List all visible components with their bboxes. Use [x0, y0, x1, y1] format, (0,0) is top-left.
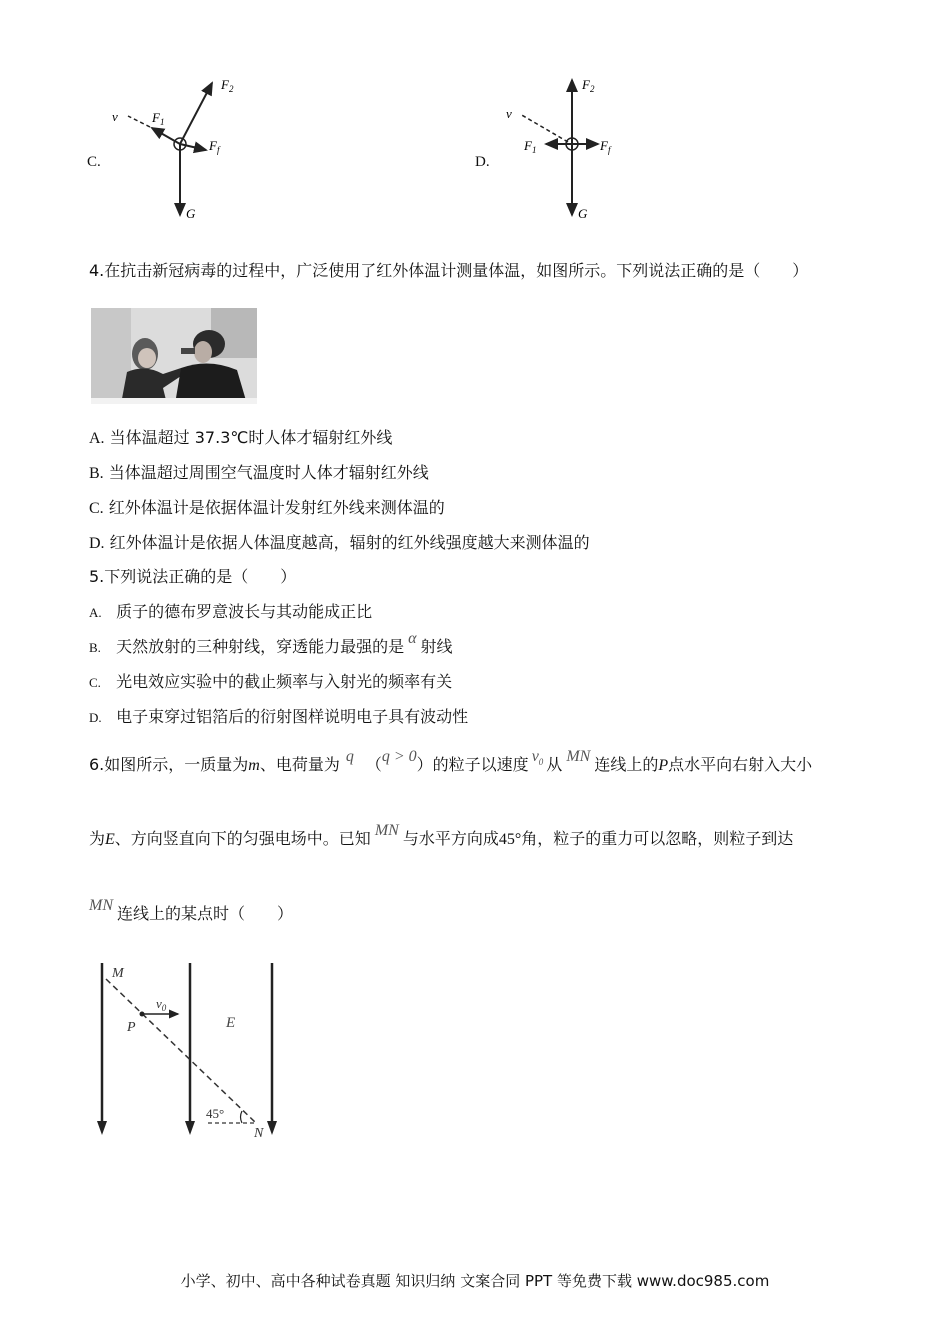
- q5-option-d: D. 电子束穿过铝箔后的衍射图样说明电子具有波动性: [89, 707, 469, 726]
- thermometer-photo: [91, 308, 257, 404]
- q6-line-2: 为E、方向竖直向下的匀强电场中。已知 MN 与水平方向成45°角，粒子的重力可以忽略，则粒子到达: [89, 822, 794, 848]
- label-m: M: [112, 966, 124, 981]
- label-f1-c: $F_1$: [152, 110, 165, 127]
- figure-q6-field: [90, 955, 290, 1145]
- q4-option-c: C. 红外体温计是依据体温计发射红外线来测体温的: [89, 498, 445, 517]
- q5-option-c: C. 光电效应实验中的截止频率与入射光的频率有关: [89, 672, 453, 691]
- label-ff-d: $F_f$: [600, 138, 611, 155]
- figure-c-label: C.: [87, 154, 101, 170]
- arrow-f1-c: [152, 128, 180, 144]
- q5-stem: 5.下列说法正确的是（ ）: [89, 567, 297, 586]
- angle-arc: [241, 1111, 243, 1123]
- arrow-v-c: [128, 116, 150, 127]
- mn-dashed-line: [106, 979, 256, 1123]
- force-diagram-d: [472, 70, 672, 230]
- label-v-d: v: [506, 106, 512, 121]
- label-n: N: [254, 1126, 264, 1141]
- arrow-f2-c: [180, 83, 212, 144]
- q5-option-b: B. 天然放射的三种射线，穿透能力最强的是 α 射线: [89, 630, 453, 656]
- q6-line-1: 6.如图所示，一质量为m、电荷量为 q （q > 0）的粒子以速度 $v_0$ 从 MN 连线上的P点水平向右射入大小: [89, 748, 813, 774]
- figure-option-d: [472, 70, 672, 230]
- q4-stem: 4.在抗击新冠病毒的过程中，广泛使用了红外体温计测量体温，如图所示。下列说法正确的是（ ）: [89, 261, 809, 280]
- figure-d-label: D.: [475, 154, 490, 170]
- label-g-d: G: [578, 206, 588, 221]
- figure-option-c: [84, 70, 284, 230]
- q4-option-b: B. 当体温超过周围空气温度时人体才辐射红外线: [89, 463, 429, 482]
- force-diagram-c: [84, 70, 284, 230]
- label-f1-d: $F_1$: [524, 138, 537, 155]
- label-g-c: G: [186, 206, 196, 221]
- electric-field-diagram: [90, 955, 290, 1145]
- label-f2-d: $F_2$: [582, 77, 595, 94]
- q4-option-a: A. 当体温超过 37.3℃时人体才辐射红外线: [89, 428, 393, 447]
- photo-illustration: [91, 308, 257, 404]
- alpha-symbol: α: [408, 630, 417, 647]
- label-angle: 45°: [206, 1106, 225, 1121]
- q6-line-3: MN 连线上的某点时（ ）: [89, 897, 294, 923]
- label-v0: $v_0$: [156, 996, 167, 1013]
- label-v-c: v: [112, 109, 118, 124]
- q5-option-a: A. 质子的德布罗意波长与其动能成正比: [89, 602, 373, 621]
- q4-option-d: D. 红外体温计是依据人体温度越高，辐射的红外线强度越大来测体温的: [89, 533, 590, 552]
- page-footer: 小学、初中、高中各种试卷真题 知识归纳 文案合同 PPT 等免费下载 www.doc985.com: [180, 1272, 770, 1290]
- label-f2-c: $F_2$: [221, 77, 234, 94]
- label-p: P: [127, 1020, 136, 1035]
- label-e: E: [226, 1015, 236, 1031]
- field-lines: [97, 963, 277, 1135]
- label-ff-c: $F_f$: [209, 138, 220, 155]
